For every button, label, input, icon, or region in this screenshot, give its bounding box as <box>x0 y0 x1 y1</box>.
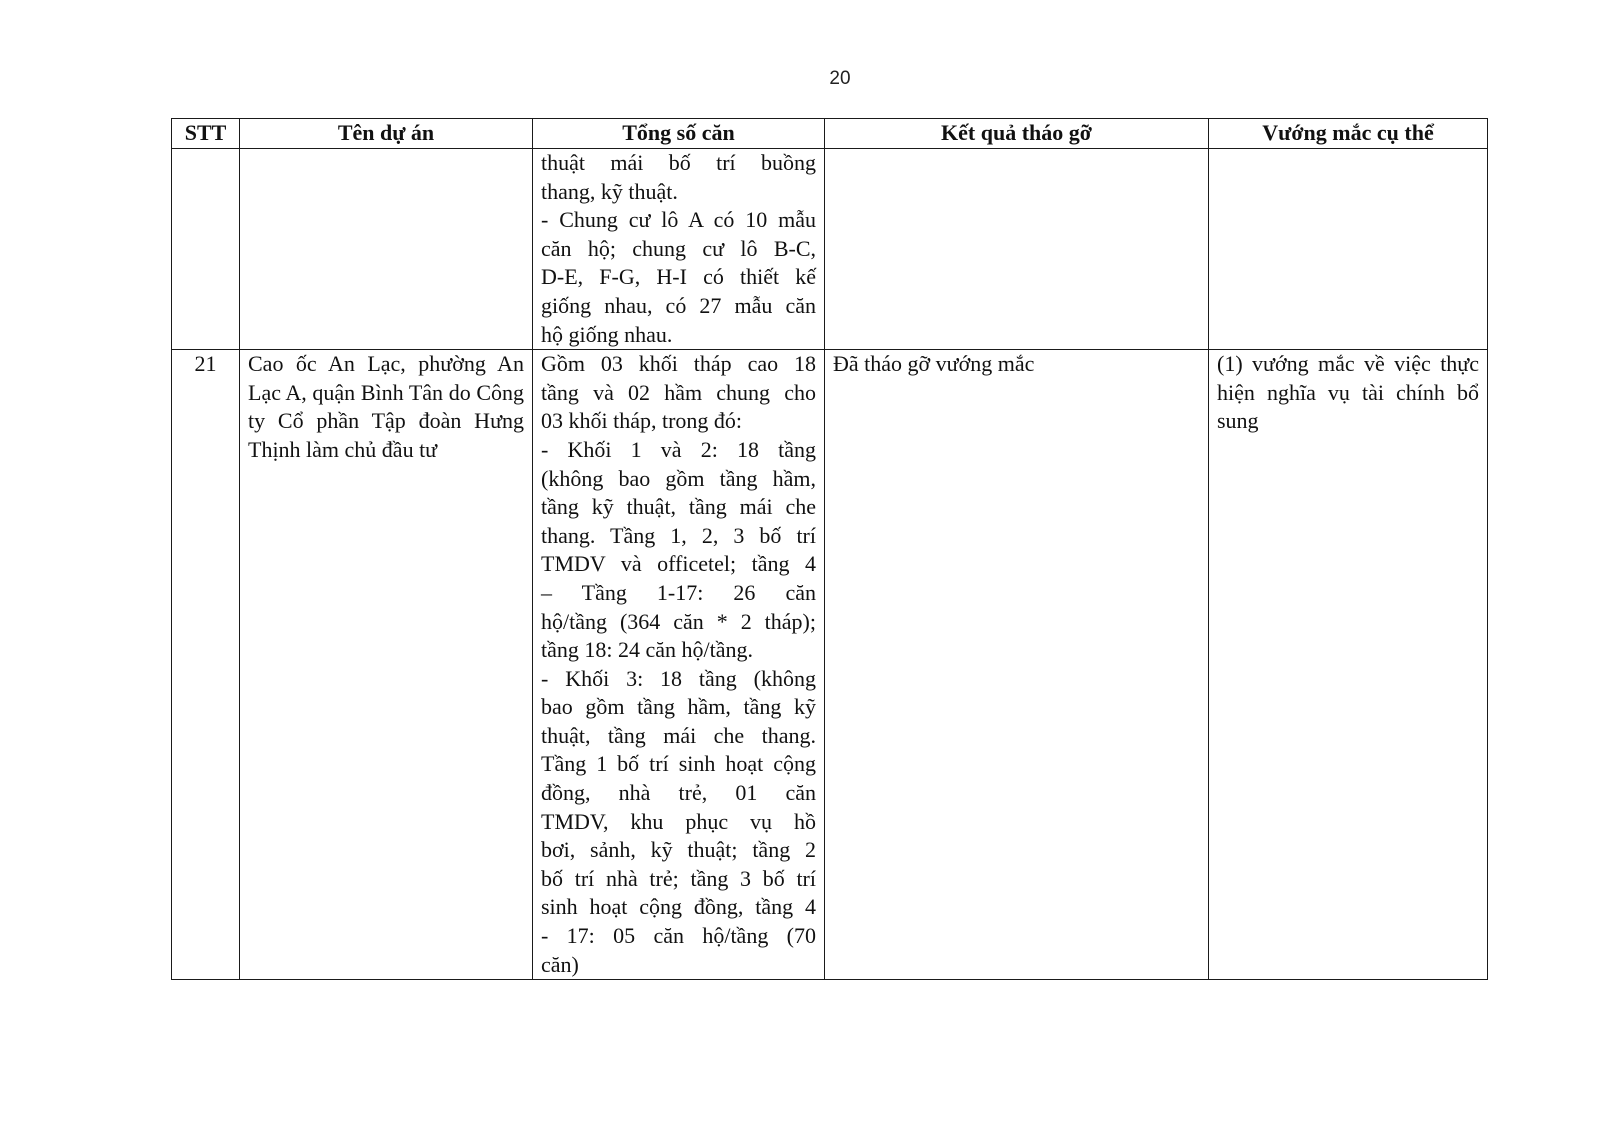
header-issue: Vướng mắc cụ thể <box>1209 119 1488 149</box>
units-line: căn hộ; chung cư lô B-C, <box>541 235 816 261</box>
units-line: thuật, tầng mái che thang. <box>541 722 816 748</box>
header-result: Kết quả tháo gỡ <box>825 119 1209 149</box>
units-line: – Tầng 1-17: 26 căn <box>541 579 816 605</box>
row-stt: 21 <box>172 350 240 980</box>
row-project-name <box>240 149 533 350</box>
row-issue <box>1209 149 1488 350</box>
units-line: đồng, nhà trẻ, 01 căn <box>541 780 816 806</box>
units-line: Tầng 1 bố trí sinh hoạt cộng <box>541 751 816 777</box>
project-table <box>171 118 1488 980</box>
row-total-units <box>533 350 825 980</box>
units-line: tầng 18: 24 căn hộ/tầng. <box>541 637 754 663</box>
header-total-units: Tổng số căn <box>533 119 825 149</box>
header-project-name: Tên dự án <box>240 119 533 149</box>
units-line: - Khối 1 và 2: 18 tầng <box>541 436 816 462</box>
table-header-row <box>172 119 1488 149</box>
units-line: TMDV, khu phục vụ hồ <box>541 808 816 834</box>
units-line: (không bao gồm tầng hầm, <box>541 465 816 491</box>
units-line: thang. Tầng 1, 2, 3 bố trí <box>541 522 816 548</box>
units-line: căn) <box>541 951 579 977</box>
units-line: - Chung cư lô A có 10 mẫu <box>541 207 816 233</box>
units-line: - Khối 3: 18 tầng (không <box>541 665 816 691</box>
units-line: hộ/tầng (364 căn * 2 tháp); <box>541 608 816 634</box>
units-line: thuật mái bố trí buồng <box>541 150 816 175</box>
row-total-units <box>533 149 825 350</box>
units-line: - 17: 05 căn hộ/tầng (70 <box>541 923 816 949</box>
units-line: bố trí nhà trẻ; tầng 3 bố trí <box>541 865 816 891</box>
row-issue: (1) vướng mắc về việc thực hiện nghĩa vụ tài chính bổ sung <box>1209 350 1488 980</box>
units-line: 03 khối tháp, trong đó: <box>541 408 743 434</box>
units-line: D-E, F-G, H-I có thiết kế <box>541 264 816 290</box>
table-row <box>172 149 1488 350</box>
units-line: tầng kỹ thuật, tầng mái che <box>541 494 816 520</box>
units-line: bao gồm tầng hầm, tầng kỹ <box>541 694 816 720</box>
page-number: 20 <box>829 68 851 89</box>
table-row <box>172 350 1488 980</box>
units-line: tầng và 02 hầm chung cho <box>541 379 816 405</box>
units-line: Gồm 03 khối tháp cao 18 <box>541 351 816 377</box>
units-line: giống nhau, có 27 mẫu căn <box>541 292 816 318</box>
row-project-name: Cao ốc An Lạc, phường An Lạc A, quận Bình Tân do Công ty Cổ phần Tập đoàn Hưng Thịnh làm chủ đầu tư <box>240 350 533 980</box>
units-line: TMDV và officetel; tầng 4 <box>541 551 816 577</box>
units-line: thang, kỹ thuật. <box>541 178 678 204</box>
units-line: bơi, sảnh, kỹ thuật; tầng 2 <box>541 837 816 863</box>
row-result <box>825 149 1209 350</box>
units-line: sinh hoạt cộng đồng, tầng 4 <box>541 894 816 920</box>
units-line: hộ giống nhau. <box>541 321 673 347</box>
row-result: Đã tháo gỡ vướng mắc <box>825 350 1209 980</box>
header-stt: STT <box>172 119 240 149</box>
row-stt <box>172 149 240 350</box>
